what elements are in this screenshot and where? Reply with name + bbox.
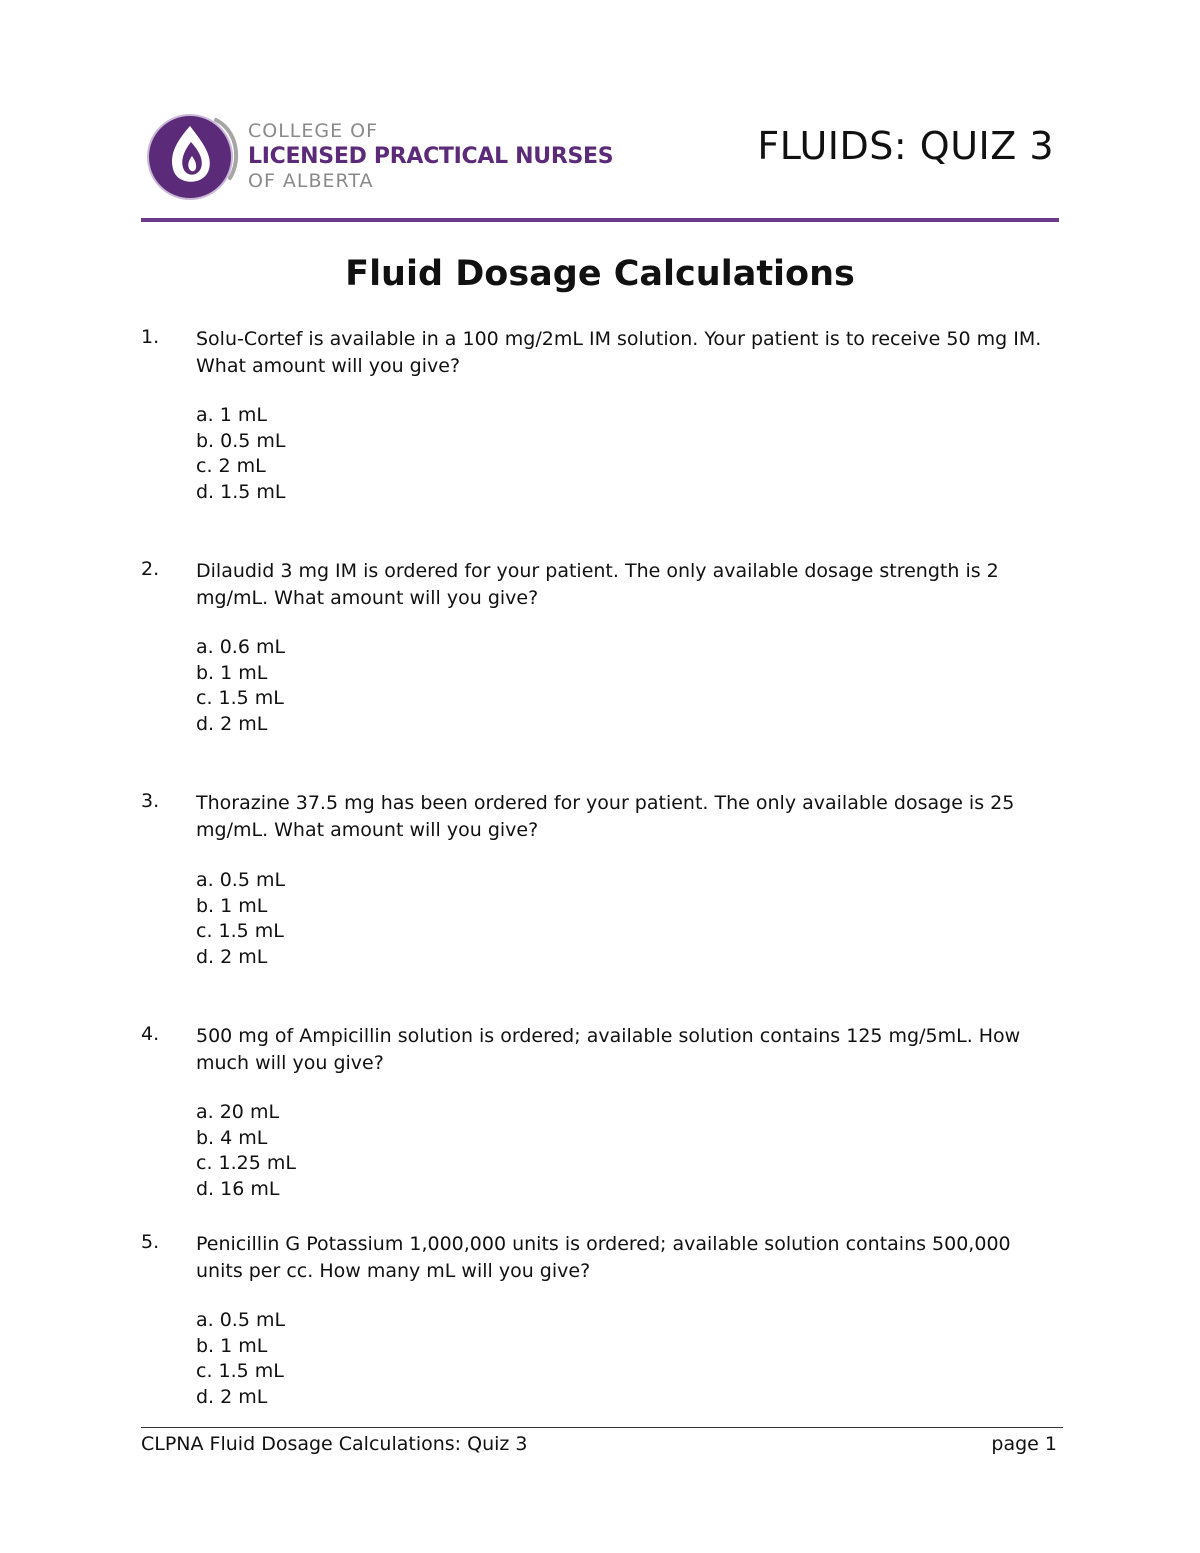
answer-option: a. 1 mL [196, 404, 267, 426]
answer-option: b. 1 mL [196, 661, 268, 684]
answer-option: c. 1.5 mL [196, 687, 284, 709]
answer-option: b. 0.5 mL [196, 429, 286, 452]
question-text: Penicillin G Potassium 1,000,000 units is ordered; available solution contains 500,000 units per cc. How many mL will you give? [196, 1233, 1011, 1282]
answer-option: a. 20 mL [196, 1101, 280, 1123]
answer-option: b. 4 mL [196, 1126, 268, 1149]
answer-option: c. 1.5 mL [196, 920, 284, 942]
answer-options [196, 403, 286, 505]
question-number: 2. [141, 558, 160, 580]
footer-page-number: page 1 [991, 1433, 1057, 1455]
question-text: Dilaudid 3 mg IM is ordered for your patient. The only available dosage strength is 2 mg/mL. What amount will you give? [196, 560, 999, 609]
footer-divider [141, 1427, 1063, 1428]
clpna-logo [146, 112, 614, 202]
answer-option: d. 2 mL [196, 712, 268, 735]
answer-options [196, 868, 285, 970]
answer-option: c. 1.5 mL [196, 1360, 284, 1382]
question-number: 4. [141, 1023, 160, 1045]
answer-option: c. 1.25 mL [196, 1152, 296, 1174]
question-number: 3. [141, 790, 160, 812]
question-number: 1. [141, 326, 160, 348]
logo-text-of-alberta: OF ALBERTA [248, 170, 374, 192]
answer-option: d. 16 mL [196, 1177, 280, 1200]
flame-emblem-icon [146, 112, 242, 202]
question-number: 5. [141, 1231, 160, 1253]
quiz-title: FLUIDS: QUIZ 3 [757, 124, 1054, 168]
answer-options [196, 1308, 285, 1410]
header-divider [141, 218, 1059, 222]
question-text: Thorazine 37.5 mg has been ordered for your patient. The only available dosage is 25 mg/mL. What amount will you give? [196, 792, 1015, 841]
answer-option: b. 1 mL [196, 894, 268, 917]
answer-option: d. 2 mL [196, 945, 268, 968]
answer-option: a. 0.5 mL [196, 1309, 286, 1331]
answer-option: c. 2 mL [196, 455, 266, 477]
question-text: 500 mg of Ampicillin solution is ordered; available solution contains 125 mg/5mL. How much will you give? [196, 1025, 1021, 1074]
logo-text-college-of: COLLEGE OF [248, 120, 379, 142]
answer-options [196, 1100, 296, 1202]
answer-option: b. 1 mL [196, 1334, 268, 1357]
answer-option: d. 1.5 mL [196, 480, 286, 503]
logo-text-licensed-practical-nurses: LICENSED PRACTICAL NURSES [248, 144, 614, 169]
answer-options [196, 635, 285, 737]
document-title: Fluid Dosage Calculations [345, 254, 855, 294]
answer-option: d. 2 mL [196, 1385, 268, 1408]
question-text: Solu-Cortef is available in a 100 mg/2mL IM solution. Your patient is to receive 50 mg IM. What amount will you give? [196, 328, 1042, 377]
footer-document-name: CLPNA Fluid Dosage Calculations: Quiz 3 [141, 1433, 528, 1455]
answer-option: a. 0.6 mL [196, 636, 286, 658]
answer-option: a. 0.5 mL [196, 869, 286, 891]
